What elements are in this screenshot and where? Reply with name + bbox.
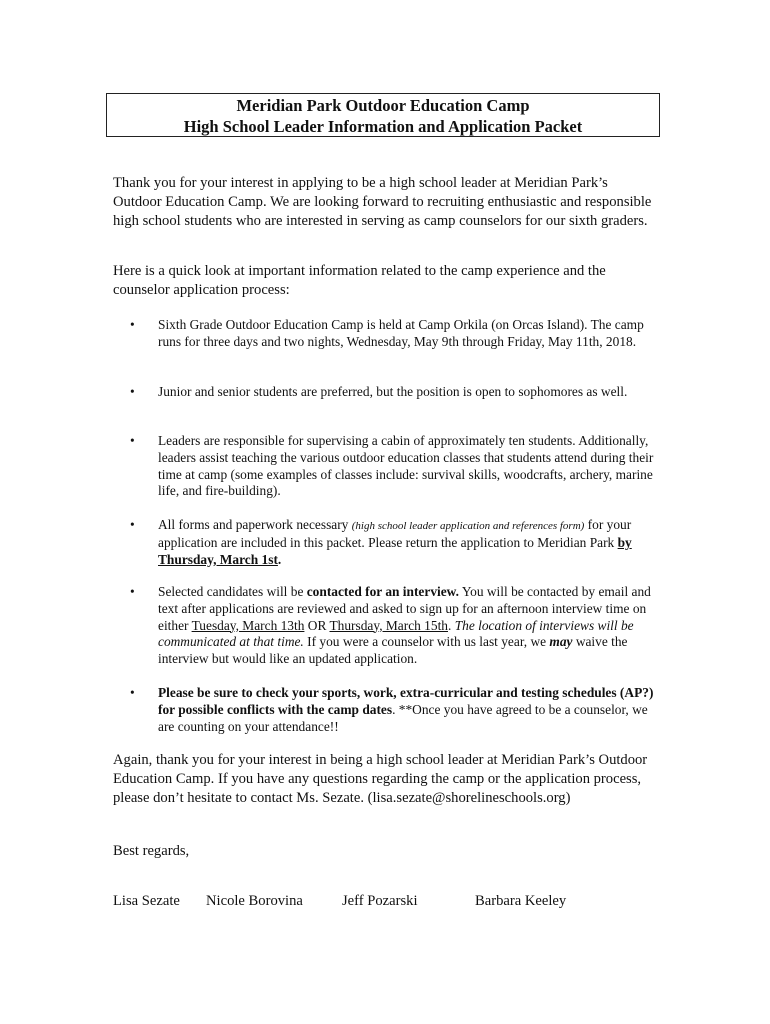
text-run: You will be contacted by email and text after applications are reviewed and asked to sign up for an afternoon interview time on either — [158, 584, 651, 633]
bullet-text: Leaders are responsible for supervising a cabin of approximately ten students. Additionally, leaders assist teaching the various outdoor education classes that students attend during their time at camp (some examples of classes include: survival skills, woodcrafts, archery, marine life, and fire-building). — [158, 433, 654, 499]
sign-off: Best regards, — [113, 843, 190, 859]
signer-name: Jeff Pozarski — [342, 893, 418, 909]
text-run: . — [277, 551, 282, 567]
text-run: If you were a counselor with us last year, we — [303, 634, 550, 650]
bullet-text: Junior and senior students are preferred, but the position is open to sophomores as well. — [158, 384, 628, 399]
text-run: OR — [304, 617, 330, 633]
bullet-text — [158, 517, 658, 568]
may-emphasis: may — [549, 634, 573, 650]
interview-emphasis: contacted for an interview. — [306, 584, 459, 599]
location-note: The location of interviews will be communicated at that time. — [158, 617, 634, 650]
title-line-2: High School Leader Information and Application Packet — [183, 117, 583, 136]
closing-paragraph: Again, thank you for your interest in being a high school leader at Meridian Park’s Outdoor Education Camp. If you have any questions regarding the camp or the application process, please don’t hesitate to contact Ms. Sezate. (lisa.sezate@shorelineschools.org) — [113, 752, 648, 806]
bullet-text — [158, 685, 658, 735]
title-box — [106, 93, 660, 137]
signer-name: Barbara Keeley — [475, 893, 567, 909]
text-run: . **Once you have agreed to be a counselor, we are counting on your attendance!! — [158, 701, 648, 734]
forms-note: (high school leader application and references form) — [351, 520, 585, 532]
bullet-icon: • — [130, 517, 135, 532]
lead-paragraph: Here is a quick look at important information related to the camp experience and the counselor application process: — [113, 263, 606, 298]
interview-date-2: Thursday, March 15th — [329, 617, 448, 633]
bullet-icon: • — [130, 433, 135, 448]
signers-row — [113, 893, 673, 913]
bullet-icon: • — [130, 685, 135, 700]
bullet-icon: • — [130, 384, 135, 399]
text-run: All forms and paperwork necessary — [158, 517, 352, 532]
text-run: waive the interview but would like an updated application. — [158, 634, 628, 667]
text-run: for your application are included in this packet. Please return the application to Meridian Park — [158, 517, 632, 550]
text-run: Selected candidates will be — [158, 584, 307, 599]
deadline-date: Thursday, March 1st — [158, 551, 278, 567]
schedule-warning-bold: Please be sure to check your sports, work, extra-curricular and testing schedules (AP?) for possible conflicts with the camp dates — [158, 685, 654, 717]
deadline-by: by — [617, 534, 632, 550]
bullet-icon: • — [130, 317, 135, 332]
interview-date-1: Tuesday, March 13th — [191, 617, 305, 633]
signer-name: Nicole Borovina — [206, 893, 303, 909]
bullet-text — [158, 584, 658, 668]
title-line-1: Meridian Park Outdoor Education Camp — [236, 96, 530, 115]
intro-paragraph: Thank you for your interest in applying to be a high school leader at Meridian Park’s Outdoor Education Camp. We are looking forward to recruiting enthusiastic and responsible high school students who are interested in serving as camp counselors for our sixth graders. — [113, 175, 652, 229]
bullet-text: Sixth Grade Outdoor Education Camp is held at Camp Orkila (on Orcas Island). The camp runs for three days and two nights, Wednesday, May 9th through Friday, May 11th, 2018. — [158, 317, 644, 349]
text-run: . — [448, 617, 455, 633]
bullet-icon: • — [130, 584, 135, 599]
signer-name: Lisa Sezate — [113, 893, 180, 909]
